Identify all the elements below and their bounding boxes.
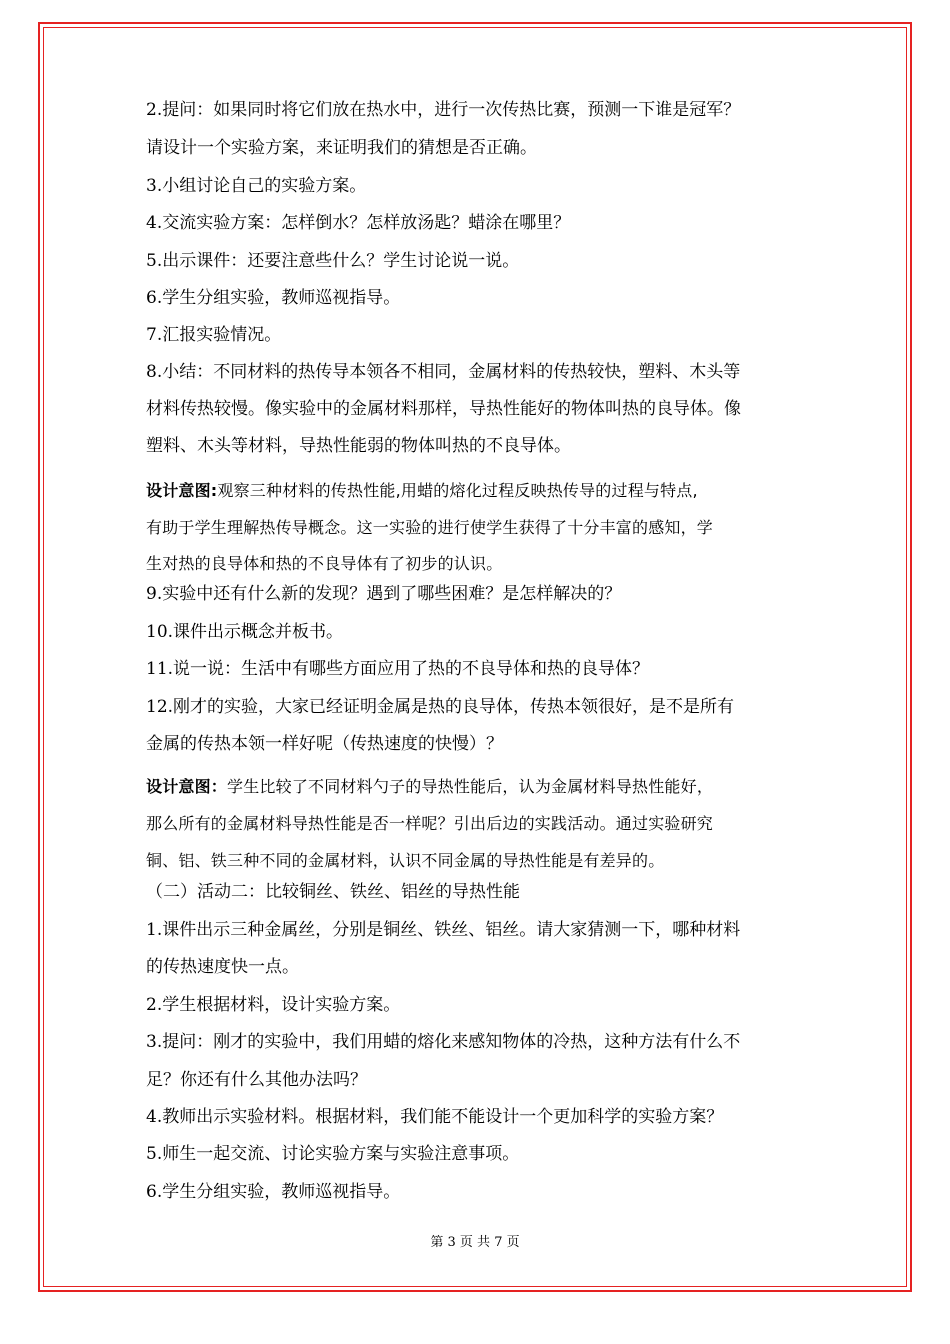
total-pages: 7 bbox=[494, 1235, 503, 1250]
design-intent-line: 那么所有的金属材料导热性能是否一样呢？引出后边的实践活动。通过实验研究 bbox=[146, 814, 714, 833]
design-intent-line: 有助于学生理解热传导概念。这一实验的进行使学生获得了十分丰富的感知，学 bbox=[146, 518, 714, 537]
paragraph-line: 3.提问：刚才的实验中，我们用蜡的熔化来感知物体的冷热，这种方法有什么不 bbox=[146, 1032, 741, 1052]
paragraph-line: 5.师生一起交流、讨论实验方案与实验注意事项。 bbox=[146, 1144, 520, 1164]
paragraph-line: 金属的传热本领一样好呢（传热速度的快慢）？ bbox=[146, 734, 503, 754]
paragraph-line: 10.课件出示概念并板书。 bbox=[146, 622, 344, 642]
design-intent-label: 设计意图: bbox=[146, 481, 218, 500]
design-intent-2 bbox=[146, 775, 713, 799]
footer-suffix: 页 bbox=[506, 1235, 520, 1250]
paragraph-line: 5.出示课件：还要注意些什么？学生讨论说一说。 bbox=[146, 251, 520, 271]
paragraph-line: 7.汇报实验情况。 bbox=[146, 325, 282, 345]
paragraph-line: 塑料、木头等材料，导热性能弱的物体叫热的不良导体。 bbox=[146, 436, 571, 456]
paragraph-line: 材料传热较慢。像实验中的金属材料那样，导热性能好的物体叫热的良导体。像 bbox=[146, 399, 741, 419]
design-intent-label: 设计意图： bbox=[146, 777, 228, 796]
paragraph-line: 12.刚才的实验，大家已经证明金属是热的良导体，传热本领很好，是不是所有 bbox=[146, 697, 735, 717]
page-number: 3 bbox=[447, 1235, 456, 1250]
paragraph-line: 足？你还有什么其他办法吗？ bbox=[146, 1070, 367, 1090]
paragraph-line: 11.说一说：生活中有哪些方面应用了热的不良导体和热的良导体？ bbox=[146, 659, 650, 679]
section-heading: （二）活动二：比较铜丝、铁丝、铝丝的导热性能 bbox=[146, 882, 520, 902]
footer-prefix: 第 bbox=[430, 1235, 444, 1250]
paragraph-line: 6.学生分组实验，教师巡视指导。 bbox=[146, 288, 401, 308]
paragraph-line: 1.课件出示三种金属丝，分别是铜丝、铁丝、铝丝。请大家猜测一下，哪种材料 bbox=[146, 920, 741, 940]
paragraph-line: 9.实验中还有什么新的发现？遇到了哪些困难？是怎样解决的？ bbox=[146, 584, 622, 604]
paragraph-line: 2.学生根据材料，设计实验方案。 bbox=[146, 995, 401, 1015]
page-footer bbox=[0, 1234, 950, 1252]
design-intent-line: 生对热的良导体和热的不良导体有了初步的认识。 bbox=[146, 554, 503, 573]
paragraph-line: 3.小组讨论自己的实验方案。 bbox=[146, 176, 367, 196]
paragraph-line: 2.提问：如果同时将它们放在热水中，进行一次传热比赛，预测一下谁是冠军？ bbox=[146, 100, 741, 120]
paragraph-line: 8.小结：不同材料的热传导本领各不相同，金属材料的传热较快，塑料、木头等 bbox=[146, 362, 741, 382]
footer-middle: 页 共 bbox=[459, 1235, 491, 1250]
paragraph-line: 的传热速度快一点。 bbox=[146, 957, 299, 977]
design-intent-line: 铜、铝、铁三种不同的金属材料，认识不同金属的导热性能是有差异的。 bbox=[146, 851, 665, 870]
design-intent-text: 观察三种材料的传热性能,用蜡的熔化过程反映热传导的过程与特点, bbox=[217, 481, 698, 500]
paragraph-line: 4.交流实验方案：怎样倒水？怎样放汤匙？蜡涂在哪里？ bbox=[146, 213, 571, 233]
paragraph-line: 4.教师出示实验材料。根据材料，我们能不能设计一个更加科学的实验方案？ bbox=[146, 1107, 724, 1127]
paragraph-line: 请设计一个实验方案，来证明我们的猜想是否正确。 bbox=[146, 138, 537, 158]
design-intent-1 bbox=[146, 479, 698, 503]
design-intent-text: 学生比较了不同材料勺子的导热性能后，认为金属材料导热性能好， bbox=[227, 777, 714, 796]
paragraph-line: 6.学生分组实验，教师巡视指导。 bbox=[146, 1182, 401, 1202]
